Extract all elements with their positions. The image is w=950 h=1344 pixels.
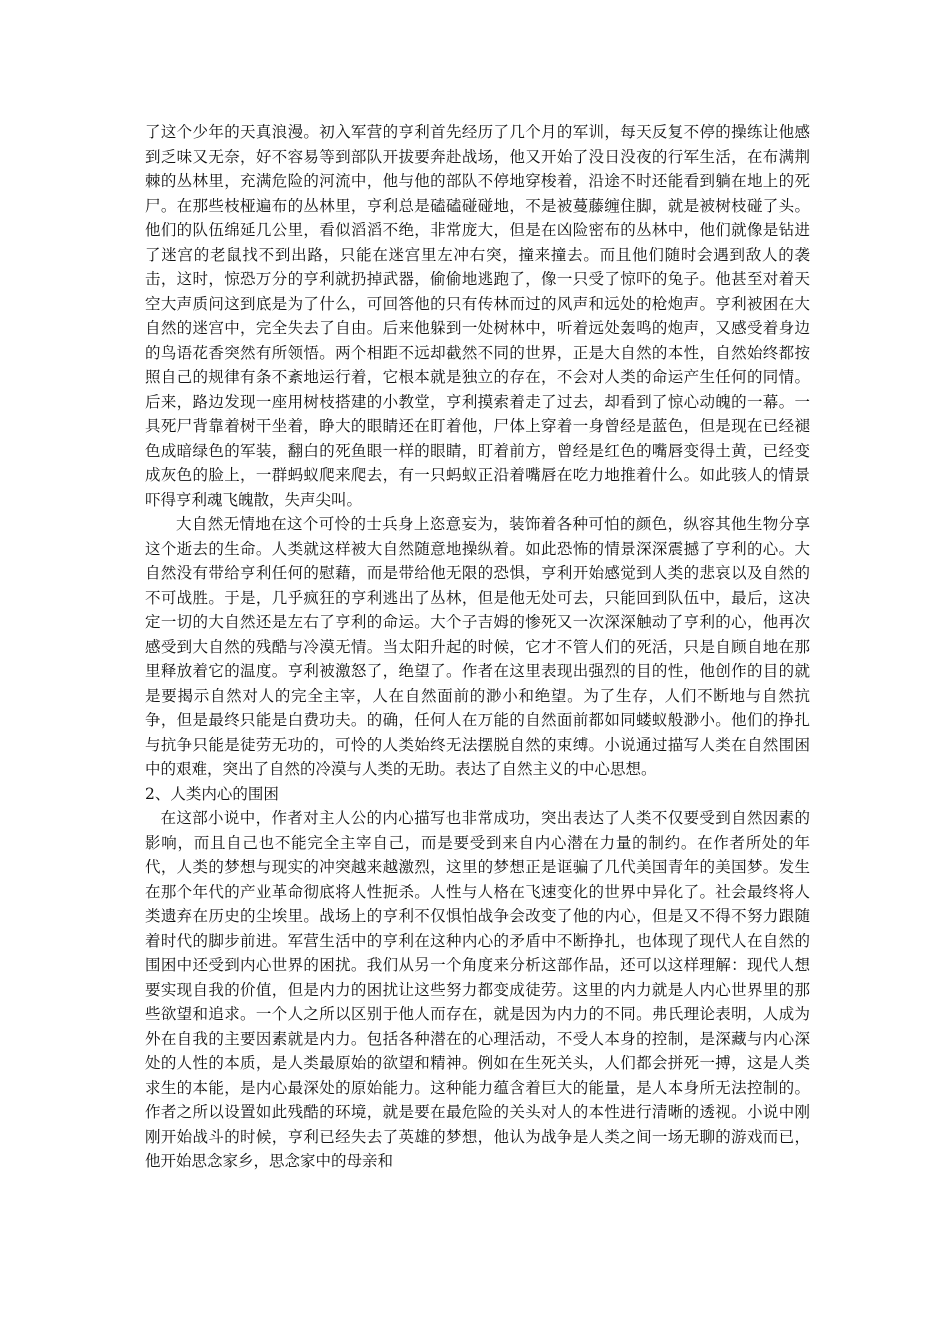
paragraph-1: 了这个少年的天真浪漫。初入军营的亨利首先经历了几个月的军训，每天反复不停的操练让他感到乏味又无奈，好不容易等到部队开拔要奔赴战场，他又开始了没日没夜的行军生活，在布满荆棘的丛林里，充满危险的河流中，他与他的部队不停地穿梭着，沿途不时还能看到躺在地上的死尸。在那些枝桠遍布的丛林里，亨利总是磕磕碰碰地，不是被蔓藤缠住脚，就是被树枝碰了头。他们的队伍绵延几公里，看似滔滔不绝，非常庞大，但是在凶险密布的丛林中，他们就像是钻进了迷宫的老鼠找不到出路，只能在迷宫里左冲右突，撞来撞去。而且他们随时会遇到敌人的袭击，这时，惊恐万分的亨利就扔掉武器，偷偷地逃跑了，像一只受了惊吓的兔子。他甚至对着天空大声质问这到底是为了什么，可回答他的只有传林而过的风声和远处的枪炮声。亨利被困在大自然的迷宫中，完全失去了自由。后来他躲到一处树林中，听着远处轰鸣的炮声，又感受着身边的鸟语花香突然有所领悟。两个相距不远却截然不同的世界，正是大自然的本性，自然始终都按照自己的规律有条不紊地运行着，它根本就是独立的存在，不会对人类的命运产生任何的同情。后来，路边发现一座用树枝搭建的小教堂，亨利摸索着走了过去，却看到了惊心动魄的一幕。一具死尸背靠着树干坐着，睁大的眼睛还在盯着他，尸体上穿着一身曾经是蓝色，但是现在已经褪色成暗绿色的军装，翻白的死鱼眼一样的眼睛，盯着前方，曾经是红色的嘴唇变得土黄，已经变成灰色的脸上，一群蚂蚁爬来爬去，有一只蚂蚁正沿着嘴唇在吃力地推着什么。如此骇人的情景吓得亨利魂飞魄散，失声尖叫。 xyxy=(145,123,810,509)
document-body xyxy=(145,120,810,1174)
section-heading: 2、人类内心的围困 xyxy=(145,784,279,803)
paragraph-2: 大自然无情地在这个可怜的士兵身上恣意妄为，装饰着各种可怕的颜色，纵容其他生物分享这个逝去的生命。人类就这样被大自然随意地操纵着。如此恐怖的情景深深震撼了亨利的心。大自然没有带给亨利任何的慰藉，而是带给他无限的恐惧，亨利开始感觉到人类的悲哀以及自然的不可战胜。于是，几乎疯狂的亨利逃出了丛林，但是他无处可去，只能回到队伍中，最后，这决定一切的大自然还是左右了亨利的命运。大个子吉姆的惨死又一次深深触动了亨利的心，他再次感受到大自然的残酷与冷漠无情。当太阳升起的时候，它才不管人们的死活，只是自顾自地在那里释放着它的温度。亨利被激怒了，绝望了。作者在这里表现出强烈的目的性，他创作的目的就是要揭示自然对人的完全主宰，人在自然面前的渺小和绝望。为了生存，人们不断地与自然抗争，但是最终只能是白费功夫。的确，任何人在万能的自然面前都如同蝼蚁般渺小。他们的挣扎与抗争只能是徒劳无功的，可怜的人类始终无法摆脱自然的束缚。小说通过描写人类在自然围困中的艰难，突出了自然的冷漠与人类的无助。表达了自然主义的中心思想。 xyxy=(145,515,810,778)
paragraph-3: 在这部小说中，作者对主人公的内心描写也非常成功，突出表达了人类不仅要受到自然因素的影响，而且自己也不能完全主宰自己，而是要受到来自内心潜在力量的制约。在作者所处的年代，人类的梦想与现实的冲突越来越激烈，这里的梦想正是诓骗了几代美国青年的美国梦。发生在那个年代的产业革命彻底将人性扼杀。人性与人格在飞速变化的世界中异化了。社会最终将人类遗弃在历史的尘埃里。战场上的亨利不仅惧怕战争会改变了他的内心，但是又不得不努力跟随着时代的脚步前进。军营生活中的亨利在这种内心的矛盾中不断挣扎，也体现了现代人在自然的围困中还受到内心世界的困扰。我们从另一个角度来分析这部作品，还可以这样理解：现代人想要实现自我的价值，但是内力的困扰让这些努力都变成徒劳。这里的内力就是人内心世界里的那些欲望和追求。一个人之所以区别于他人而存在，就是因为内力的不同。弗氏理论表明，人成为外在自我的主要因素就是内力。包括各种潜在的心理活动，不受人本身的控制，是深藏与内心深处的人性的本质，是人类最原始的欲望和精神。例如在生死关头，人们都会拼死一搏，这是人类求生的本能，是内心最深处的原始能力。这种能力蕴含着巨大的能量，是人本身所无法控制的。作者之所以设置如此残酷的环境，就是要在最危险的关头对人的本性进行清晰的透视。小说中刚刚开始战斗的时候，亨利已经失去了英雄的梦想，他认为战争是人类之间一场无聊的游戏而已，他开始思念家乡，思念家中的母亲和 xyxy=(145,809,810,1170)
